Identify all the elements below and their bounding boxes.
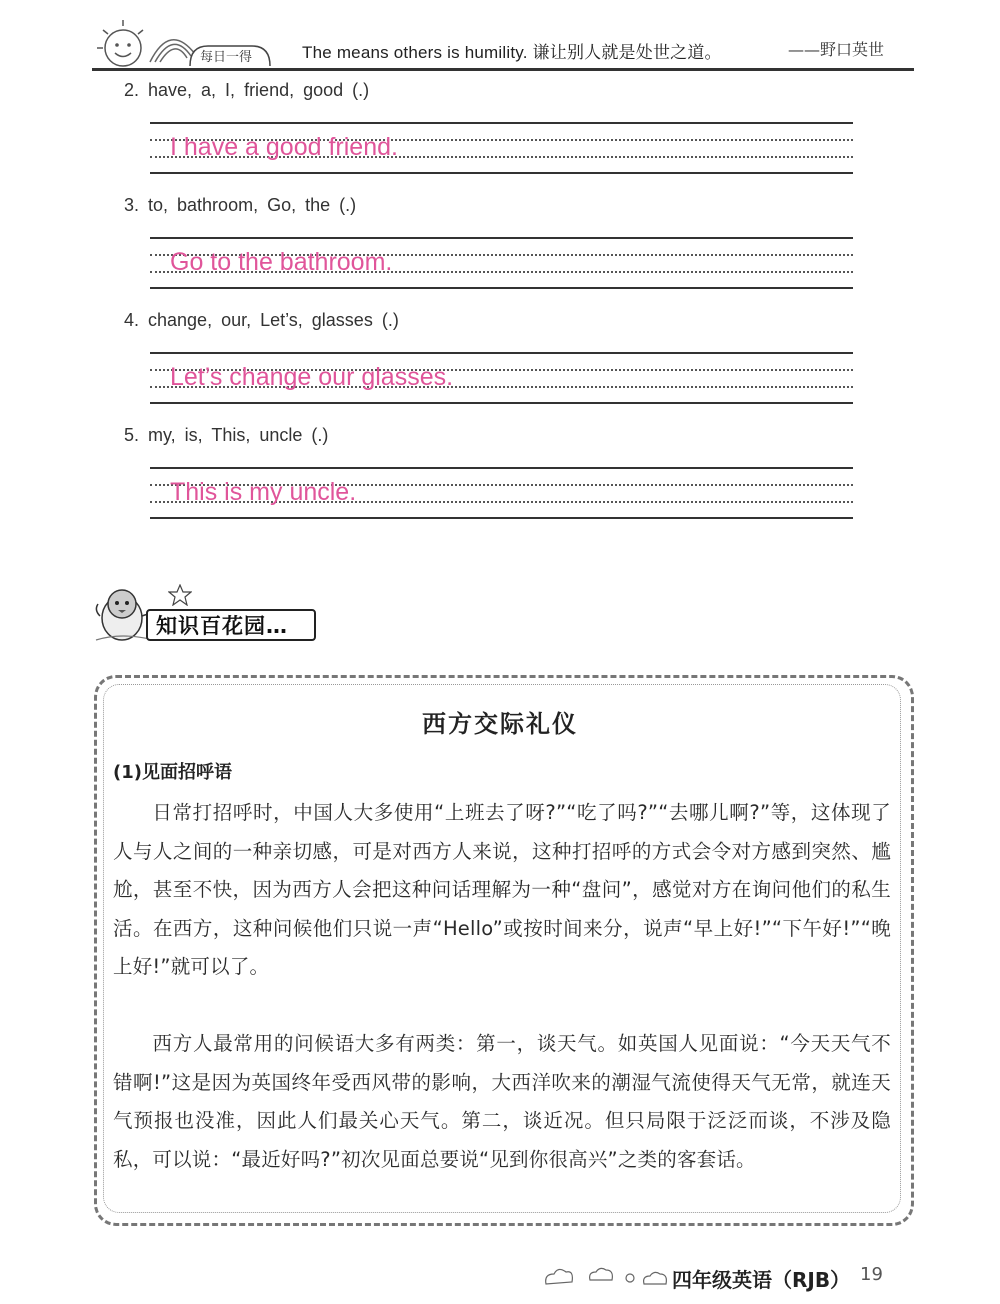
exercise-4-answer: Let’s change our glasses. [170,363,454,391]
exercise-3-answer-lines[interactable] [150,237,853,307]
page-header [0,0,1000,80]
reading-paragraph-2 [113,1025,891,1179]
reading-paragraph-1-text: 日常打招呼时，中国人大多使用“上班去了呀?”“吃了吗?”“去哪儿啊?”等，这体现了人与人之间的一种亲切感，可是对西方人来说，这种打招呼的方式会令对方感到突然、尴尬，甚至不快，因为西方人会把这种问话理解为一种“盘问”，感觉对方在询问他们的私生活。在西方，这种问候他们只说一声“Hello”或按时间来分，说声“早上好!”“下午好!”“晚上好!”就可以了。 [113,801,891,978]
star-icon [168,584,192,606]
exercise-4-answer-lines[interactable] [150,352,853,422]
exercise-2-answer-lines[interactable] [150,122,853,192]
header-rule [92,68,914,71]
header-motto-author: ——野口英世 [788,40,885,59]
section-title: 知识百花园… [156,614,288,638]
exercise-5-answer-lines[interactable] [150,467,853,537]
cloud-flower-decoration-icon [540,1262,670,1292]
exercise-5-answer: This is my uncle. [170,478,357,506]
exercise-3-answer: Go to the bathroom. [170,248,393,276]
header-motto: The means others is humility. 谦让别人就是处世之道。 [302,43,722,62]
exercise-4-prompt: 4. change, our, Let’s, glasses (.) [124,310,399,330]
footer-book-label: 四年级英语（RJB） [672,1268,851,1292]
reading-subheading: (1)见面招呼语 [113,762,232,783]
reading-title: 西方交际礼仪 [422,710,578,738]
reading-paragraph-1 [113,794,891,987]
reading-paragraph-2-text: 西方人最常用的问候语大多有两类：第一，谈天气。如英国人见面说：“今天天气不错啊!”这是因为英国终年受西风带的影响，大西洋吹来的潮湿气流使得天气无常，就连天气预报也没准，因此人们最关心天气。第二，谈近况。但只局限于泛泛而谈，不涉及隐私，可以说：“最近好吗?”初次见面总要说“见到你很高兴”之类的客套话。 [113,1032,891,1171]
page-number: 19 [860,1264,883,1285]
exercise-2-prompt: 2. have, a, I, friend, good (.) [124,80,370,100]
header-tab-label: 每日一得 [200,50,253,65]
exercise-3-prompt: 3. to, bathroom, Go, the (.) [124,195,357,215]
exercise-5-prompt: 5. my, is, This, uncle (.) [124,425,329,445]
exercise-2-answer: I have a good friend. [170,133,398,161]
